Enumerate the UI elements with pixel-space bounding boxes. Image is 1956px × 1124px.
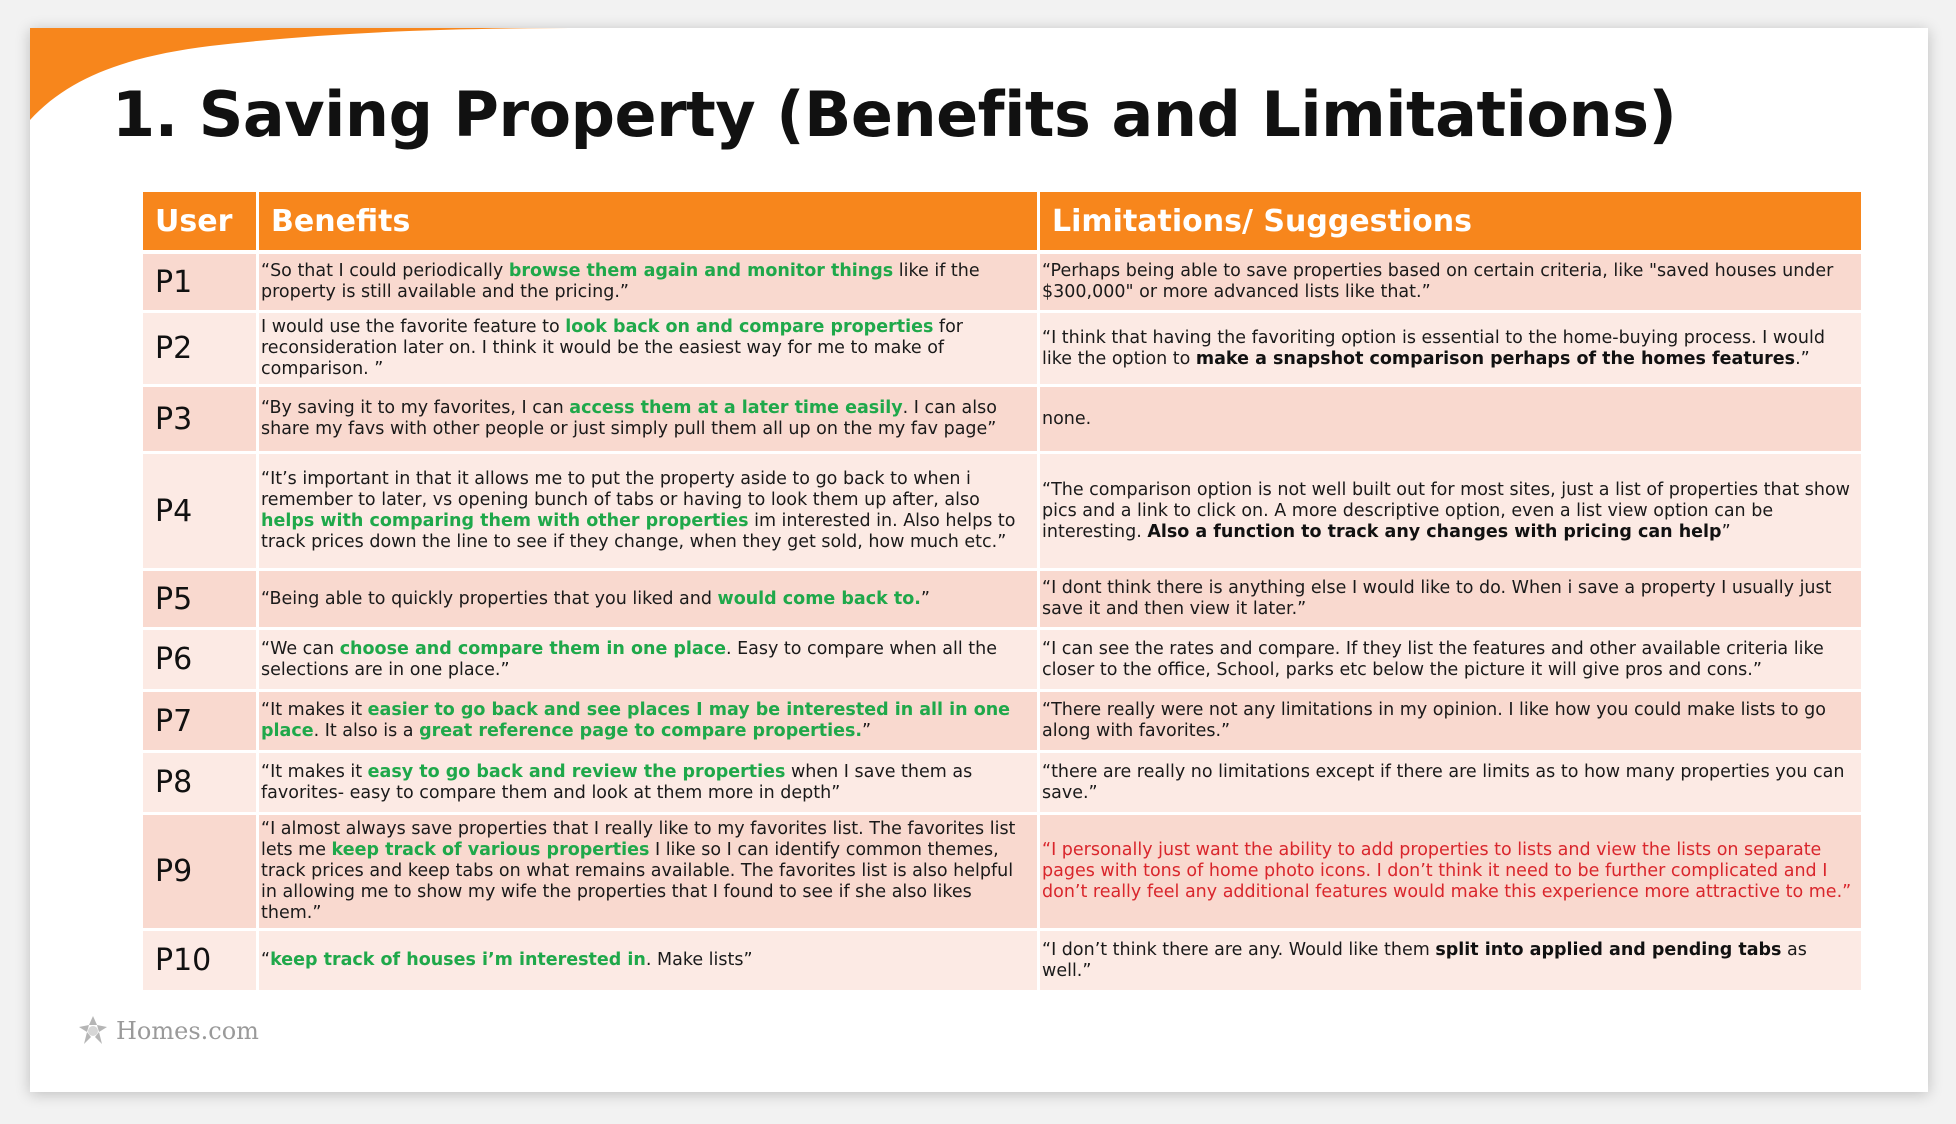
highlight-green-text: access them at a later time easily	[569, 398, 903, 418]
table-row	[143, 815, 1861, 931]
quote-text: “I dont think there is anything else I would like to do. When i save a property I usually just save it and then view it later.”	[1042, 578, 1832, 619]
quote-text: “So that I could periodically	[261, 261, 509, 281]
benefits-cell	[259, 571, 1040, 630]
limitations-cell	[1040, 815, 1861, 931]
quote-text: “	[261, 950, 271, 970]
quote-text: as well.”	[1042, 939, 1807, 981]
user-cell: P9	[143, 815, 259, 931]
page-title: 1. Saving Property (Benefits and Limitations)	[112, 78, 1677, 151]
quote-text: none.	[1042, 408, 1092, 429]
quote-text: I would use the favorite feature to	[261, 317, 566, 337]
quote-text: “By saving it to my favorites, I can	[261, 398, 570, 418]
table-row	[143, 571, 1861, 630]
user-cell: P5	[143, 571, 259, 630]
benefits-cell	[259, 931, 1040, 993]
quote-text: . Make lists”	[645, 950, 753, 970]
quote-text: “I don’t think there are any. Would like them	[1042, 939, 1436, 960]
user-cell: P4	[143, 454, 259, 571]
table-row	[143, 313, 1861, 387]
header-user: User	[143, 192, 259, 254]
benefits-cell	[259, 630, 1040, 692]
quote-text: “I can see the rates and compare. If they list the features and other available criteria like closer to the office, School, parks etc below the picture it will give pros and cons.”	[1042, 638, 1824, 680]
table-header-row	[143, 192, 1861, 254]
highlight-green-text: would come back to.	[717, 588, 921, 609]
limitations-cell	[1040, 571, 1861, 630]
limitations-cell	[1040, 931, 1861, 993]
highlight-green-text: helps with comparing them with other properties	[261, 511, 749, 531]
quote-text: “It makes it	[261, 700, 368, 720]
benefits-cell	[259, 753, 1040, 815]
quote-text: “There really were not any limitations in my opinion. I like how you could make lists to go along with favorites.”	[1042, 700, 1826, 741]
quote-text: “I almost always save properties that I really like to my favorites list. The favorites list lets me	[261, 819, 1016, 860]
quote-text: . I can also share my favs with other people or just simply pull them all up on the my fav page”	[261, 398, 997, 439]
user-cell: P6	[143, 630, 259, 692]
header-benefits: Benefits	[259, 192, 1040, 254]
limitations-cell	[1040, 454, 1861, 571]
table-row	[143, 630, 1861, 692]
quote-text: ”	[1721, 521, 1731, 542]
quote-text: for reconsideration later on. I think it would be the easiest way for me to make of comparison. ”	[261, 317, 963, 379]
highlight-bold-text: split into applied and pending tabs	[1435, 939, 1782, 960]
quote-text: “The comparison option is not well built out for most sites, just a list of properties that show pics and a link to click on. A more descriptive option, even a list view option can be interesting.	[1042, 479, 1850, 542]
limitations-cell	[1040, 630, 1861, 692]
quote-text: . Easy to compare when all the selections are in one place.”	[261, 638, 997, 680]
quote-text: when I save them as favorites- easy to compare them and look at them more in depth”	[261, 761, 973, 803]
homes-star-icon	[76, 1014, 110, 1048]
benefits-cell	[259, 313, 1040, 387]
quote-text: like if the property is still available and the pricing.”	[261, 261, 980, 302]
benefits-cell	[259, 454, 1040, 571]
highlight-green-text: choose and compare them in one place	[339, 638, 726, 659]
quote-text: “Being able to quickly properties that you liked and	[261, 588, 718, 609]
highlight-green-text: browse them again and monitor things	[508, 261, 894, 281]
user-cell: P2	[143, 313, 259, 387]
quote-text: im interested in. Also helps to track prices down the line to see if they change, when they get sold, how much etc.”	[261, 511, 1016, 552]
highlight-bold-text: Also a function to track any changes with pricing can help	[1147, 521, 1722, 542]
highlight-green-text: look back on and compare properties	[565, 317, 934, 337]
table-row	[143, 454, 1861, 571]
header-limitations: Limitations/ Suggestions	[1040, 192, 1861, 254]
highlight-green-text: keep track of houses i’m interested in	[270, 950, 646, 970]
homes-com-logo	[76, 1014, 259, 1048]
benefits-cell	[259, 815, 1040, 931]
benefits-cell	[259, 254, 1040, 313]
highlight-green-text: keep track of various properties	[331, 840, 650, 860]
quote-text: “I think that having the favoriting option is essential to the home-buying process. I would like the option to	[1042, 327, 1825, 369]
highlight-green-text: easier to go back and see places I may be interested in all in one place	[261, 700, 1011, 741]
highlight-bold-text: make a snapshot comparison perhaps of the homes features	[1195, 348, 1796, 369]
table-row	[143, 254, 1861, 313]
quote-text: “It’s important in that it allows me to put the property aside to go back to when i remember to later, vs opening bunch of tabs or having to look them up after, also	[261, 469, 980, 510]
user-cell: P10	[143, 931, 259, 993]
quote-text: I like so I can identify common themes, track prices and keep tabs on what remains available. The favorites list is also helpful in allowing me to show my wife the properties that I found to see if she also likes them.”	[261, 840, 1014, 923]
benefits-cell	[259, 387, 1040, 454]
logo-text: Homes.com	[116, 1017, 259, 1045]
limitations-cell	[1040, 753, 1861, 815]
quote-text: ”	[920, 588, 930, 609]
user-cell: P7	[143, 692, 259, 753]
user-cell: P3	[143, 387, 259, 454]
user-cell: P1	[143, 254, 259, 313]
table-row	[143, 692, 1861, 753]
feedback-table	[143, 192, 1861, 993]
limitations-cell	[1040, 692, 1861, 753]
limitations-cell	[1040, 313, 1861, 387]
highlight-green-text: great reference page to compare properties.	[419, 721, 863, 741]
quote-text: .”	[1795, 348, 1810, 369]
quote-text: “Perhaps being able to save properties based on certain criteria, like "saved houses under $300,000" or more advanced lists like that.”	[1042, 261, 1834, 302]
slide	[30, 28, 1928, 1092]
quote-text: . It also is a	[313, 721, 420, 741]
user-cell: P8	[143, 753, 259, 815]
quote-text: ”	[862, 721, 872, 741]
highlight-red-text: “I personally just want the ability to add properties to lists and view the lists on separate pages with tons of home photo icons. I don’t think it need to be further complicated and I don’t really feel any additional features would make this experience more attractive to me.”	[1042, 840, 1852, 902]
quote-text: “It makes it	[261, 761, 368, 782]
highlight-green-text: easy to go back and review the properties	[367, 761, 786, 782]
benefits-cell	[259, 692, 1040, 753]
limitations-cell	[1040, 254, 1861, 313]
quote-text: “We can	[261, 638, 340, 659]
table-row	[143, 753, 1861, 815]
limitations-cell	[1040, 387, 1861, 454]
table-row	[143, 387, 1861, 454]
quote-text: “there are really no limitations except if there are limits as to how many properties you can save.”	[1042, 761, 1845, 803]
table-row	[143, 931, 1861, 993]
